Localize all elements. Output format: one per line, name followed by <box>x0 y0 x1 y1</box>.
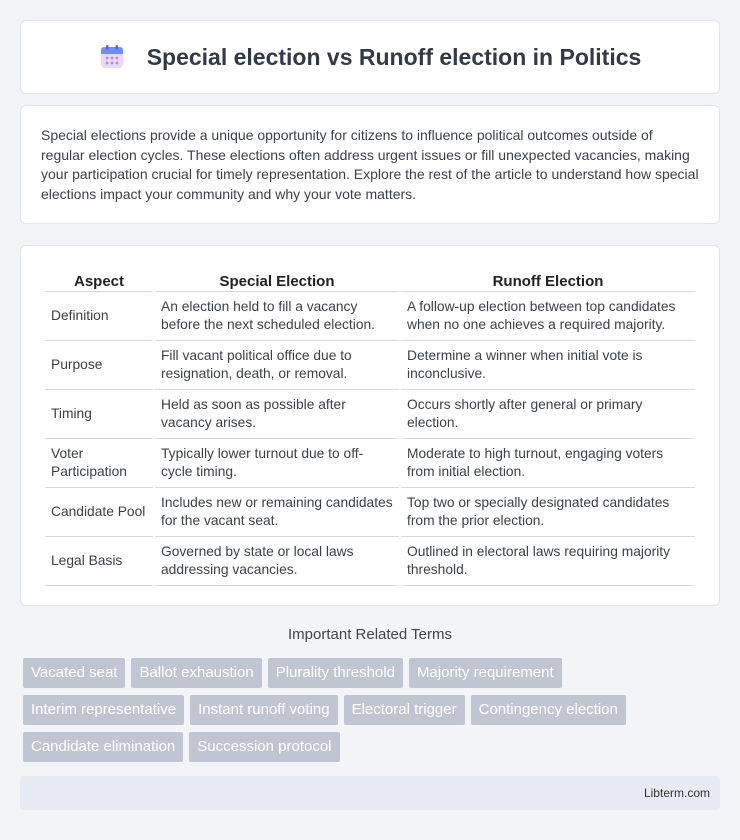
cell-special: Governed by state or local laws addressing vacancies. <box>155 537 399 586</box>
term-chip[interactable]: Plurality threshold <box>268 658 403 688</box>
intro-card <box>20 105 720 224</box>
cell-special: Held as soon as possible after vacancy arises. <box>155 390 399 439</box>
table-row <box>45 439 695 488</box>
comparison-table-card <box>20 245 720 606</box>
term-chip[interactable]: Electoral trigger <box>344 695 465 725</box>
cell-special: Typically lower turnout due to off-cycle timing. <box>155 439 399 488</box>
term-chip[interactable]: Vacated seat <box>23 658 125 688</box>
cell-aspect: Candidate Pool <box>45 488 153 537</box>
term-chip[interactable]: Succession protocol <box>189 732 339 762</box>
cell-aspect: Legal Basis <box>45 537 153 586</box>
calendar-icon <box>99 44 125 70</box>
header-aspect: Aspect <box>45 266 153 292</box>
cell-runoff: Occurs shortly after general or primary election. <box>401 390 695 439</box>
cell-aspect: Purpose <box>45 341 153 390</box>
comparison-table <box>43 266 697 586</box>
cell-aspect: Timing <box>45 390 153 439</box>
cell-aspect: Definition <box>45 292 153 341</box>
related-terms-heading: Important Related Terms <box>288 626 452 643</box>
cell-aspect: Voter Participation <box>45 439 153 488</box>
table-row <box>45 488 695 537</box>
cell-runoff: A follow-up election between top candidates when no one achieves a required majority. <box>401 292 695 341</box>
page-title: Special election vs Runoff election in Politics <box>146 43 642 70</box>
intro-paragraph: Special elections provide a unique opportunity for citizens to influence political outcomes outside of regular election cycles. These elections often address urgent issues or fill unexpected vacancies, making your participation crucial for timely representation. Explore the rest of the article to understand how special elections impact your community and why your vote matters. <box>41 127 699 202</box>
term-chip[interactable]: Majority requirement <box>409 658 562 688</box>
term-chip[interactable]: Interim representative <box>23 695 184 725</box>
table-row <box>45 390 695 439</box>
term-chip[interactable]: Candidate elimination <box>23 732 183 762</box>
related-terms-list <box>23 658 713 762</box>
term-chip[interactable]: Contingency election <box>471 695 626 725</box>
header-special-election: Special Election <box>155 266 399 292</box>
cell-runoff: Outlined in electoral laws requiring majority threshold. <box>401 537 695 586</box>
table-header-row <box>45 266 695 292</box>
header-runoff-election: Runoff Election <box>401 266 695 292</box>
term-chip[interactable]: Ballot exhaustion <box>131 658 261 688</box>
title-card <box>20 20 720 94</box>
table-row <box>45 292 695 341</box>
cell-runoff: Moderate to high turnout, engaging voters from initial election. <box>401 439 695 488</box>
table-row <box>45 341 695 390</box>
table-row <box>45 537 695 586</box>
cell-special: Includes new or remaining candidates for the vacant seat. <box>155 488 399 537</box>
term-chip[interactable]: Instant runoff voting <box>190 695 337 725</box>
footer-site-link[interactable]: Libterm.com <box>643 786 710 800</box>
footer <box>20 776 720 810</box>
cell-special: Fill vacant political office due to resignation, death, or removal. <box>155 341 399 390</box>
cell-runoff: Determine a winner when initial vote is inconclusive. <box>401 341 695 390</box>
cell-runoff: Top two or specially designated candidates from the prior election. <box>401 488 695 537</box>
cell-special: An election held to fill a vacancy before the next scheduled election. <box>155 292 399 341</box>
